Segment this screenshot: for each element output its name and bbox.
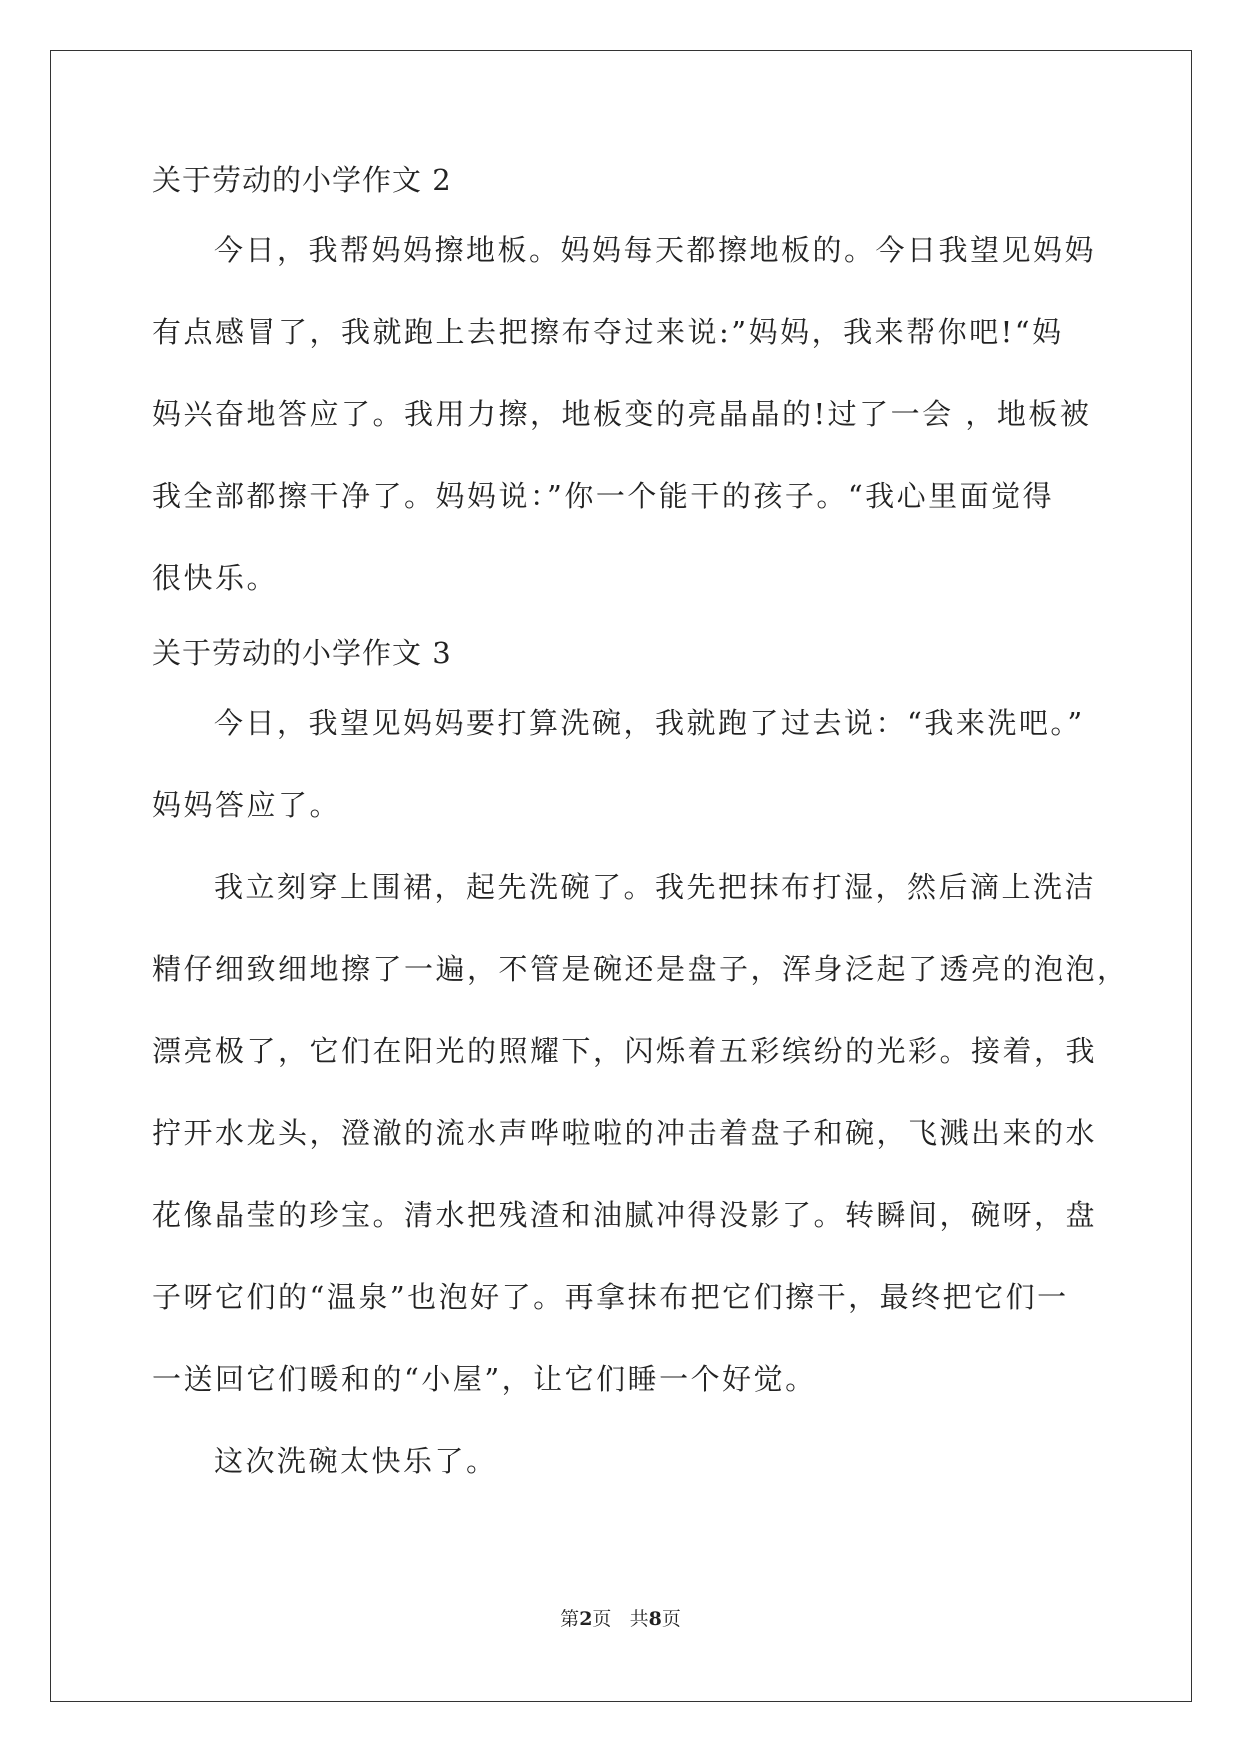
text-line: 有点感冒了，我就跑上去把擦布夺过来说:”妈妈，我来帮你吧!“妈 <box>152 315 1064 349</box>
text-line: 妈妈答应了。 <box>152 788 342 822</box>
section-2-paragraph-1 <box>152 209 1097 619</box>
text-line: 很快乐。 <box>152 561 279 595</box>
section-3-paragraph-3 <box>152 1420 1082 1502</box>
text-line: 子呀它们的“温泉”也泡好了。再拿抹布把它们擦干，最终把它们一 <box>152 1280 1069 1314</box>
text-line: 拧开水龙头，澄澈的流水声哗啦啦的冲击着盘子和碗，飞溅出来的水 <box>152 1116 1098 1150</box>
page-number-footer <box>0 1604 1241 1631</box>
section-2-title: 关于劳动的小学作文 2 <box>152 163 452 197</box>
footer-total-unit: 页 <box>661 1608 681 1630</box>
section-3-paragraph-1 <box>152 682 1085 846</box>
text-line: 妈兴奋地答应了。我用力擦，地板变的亮晶晶的!过了一会 ，地板被 <box>152 397 1092 431</box>
text-line: 今日，我帮妈妈擦地板。妈妈每天都擦地板的。今日我望见妈妈 <box>214 233 1097 267</box>
document-body <box>152 160 1129 1502</box>
section-3-paragraph-2 <box>152 846 1129 1420</box>
footer-page-unit: 页 <box>592 1608 612 1630</box>
current-page-number: 2 <box>579 1608 593 1630</box>
footer-prefix: 第 <box>560 1608 580 1630</box>
text-line: 我全部都擦干净了。妈妈说：”你一个能干的孩子。“我心里面觉得 <box>152 479 1055 513</box>
text-line: 今日，我望见妈妈要打算洗碗，我就跑了过去说：“我来洗吧。” <box>214 706 1085 740</box>
text-line: 花像晶莹的珍宝。清水把残渣和油腻冲得没影了。转瞬间，碗呀，盘 <box>152 1198 1098 1232</box>
total-page-count: 8 <box>648 1608 662 1630</box>
section-3-title: 关于劳动的小学作文 3 <box>152 636 452 670</box>
text-line: 这次洗碗太快乐了。 <box>214 1444 498 1478</box>
text-line: 漂亮极了，它们在阳光的照耀下，闪烁着五彩缤纷的光彩。接着，我 <box>152 1034 1098 1068</box>
text-line: 精仔细致细地擦了一遍，不管是碗还是盘子，浑身泛起了透亮的泡泡， <box>152 952 1129 986</box>
footer-total-prefix: 共 <box>629 1608 649 1630</box>
text-line: 我立刻穿上围裙，起先洗碗了。我先把抹布打湿，然后滴上洗洁 <box>214 870 1097 904</box>
text-line: 一送回它们暖和的“小屋”，让它们睡一个好觉。 <box>152 1362 817 1396</box>
